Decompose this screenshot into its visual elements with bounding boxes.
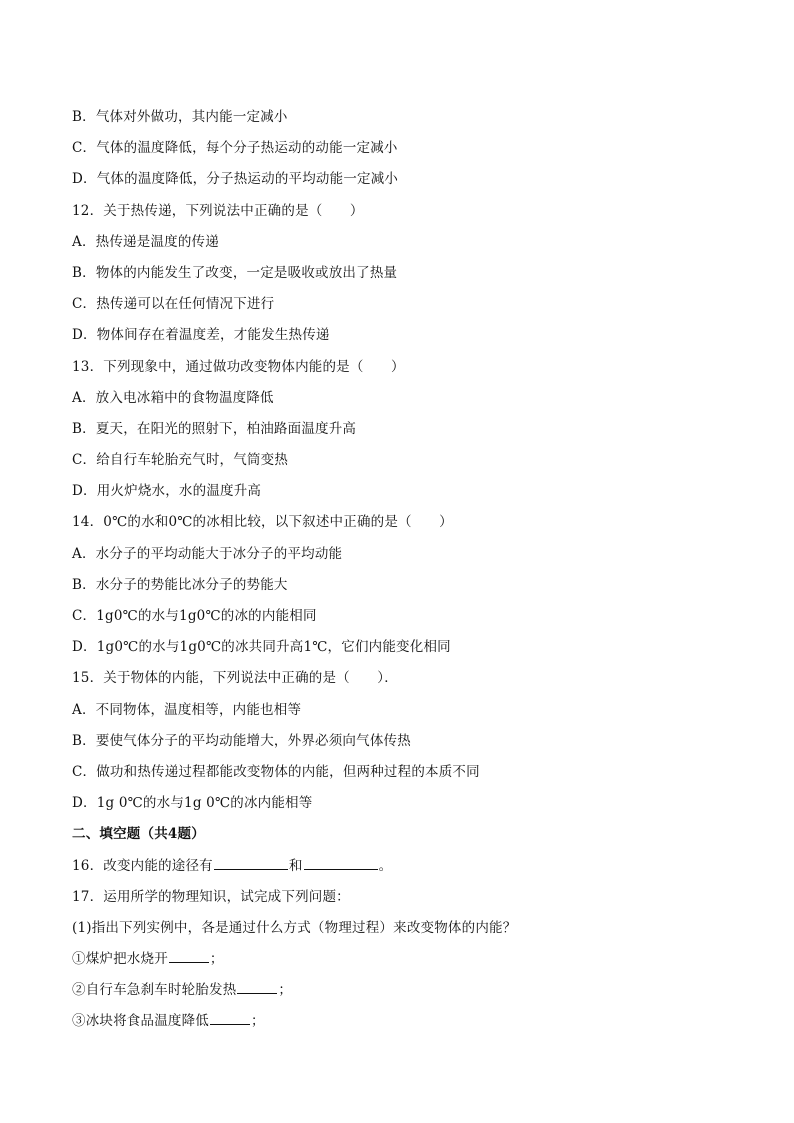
q17-stem: 17．运用所学的物理知识，试完成下列问题： [72, 888, 350, 905]
exam-page [72, 102, 732, 1038]
q16-text-2: 和 [288, 857, 303, 874]
q12-option-d: D．物体间存在着温度差，才能发生热传递 [72, 327, 330, 344]
q16-text-1: 16．改变内能的途径有 [72, 857, 213, 874]
q15-stem: 15．关于物体的内能，下列说法中正确的是（ ）． [72, 670, 398, 687]
q11-option-c: C．气体的温度降低，每个分子热运动的动能一定减小 [72, 140, 398, 157]
q17-item-2-end: ； [278, 982, 293, 999]
section-heading-fill-in: 二、填空题（共4题） [72, 826, 205, 843]
q17-item-2-text: ②自行车急刹车时轮胎发热 [72, 982, 237, 999]
q17-item-3 [72, 1006, 732, 1037]
q16-blank-1[interactable] [214, 868, 288, 870]
q15-option-c: C．做功和热传递过程都能改变物体的内能，但两种过程的本质不同 [72, 763, 480, 780]
q13-option-a: A．放入电冰箱中的食物温度降低 [72, 389, 274, 406]
q13-option-d: D．用火炉烧水，水的温度升高 [72, 483, 262, 500]
q12-stem: 12．关于热传递，下列说法中正确的是（ ） [72, 202, 364, 219]
q14-stem: 14．0℃的水和0℃的冰相比较，以下叙述中正确的是（ ） [72, 514, 453, 531]
q17-item-1-blank[interactable] [169, 961, 209, 963]
q17-item-3-blank[interactable] [210, 1023, 250, 1025]
q11-option-d: D．气体的温度降低，分子热运动的平均动能一定减小 [72, 171, 399, 188]
q14-option-c: C．1g0℃的水与1g0℃的冰的内能相同 [72, 608, 317, 624]
q17-item-2 [72, 975, 732, 1006]
q17-item-1 [72, 944, 732, 975]
q17-sub1: (1)指出下列实例中，各是通过什么方式（物理过程）来改变物体的内能？ [72, 919, 517, 936]
q17-item-3-text: ③冰块将食品温度降低 [72, 1013, 209, 1030]
q16-line [72, 851, 732, 882]
q15-option-a: A．不同物体，温度相等，内能也相等 [72, 701, 302, 718]
q14-option-d: D．1g0℃的水与1g0℃的冰共同升高1℃，它们内能变化相同 [72, 639, 451, 656]
q17-item-1-end: ； [209, 951, 224, 968]
q12-option-b: B．物体的内能发生了改变，一定是吸收或放出了热量 [72, 264, 398, 281]
q11-option-b: B．气体对外做功，其内能一定减小 [72, 109, 288, 125]
q17-item-2-blank[interactable] [237, 992, 277, 994]
q13-stem: 13．下列现象中，通过做功改变物体内能的是（ ） [72, 358, 405, 375]
q17-item-1-text: ①煤炉把水烧开 [72, 951, 168, 968]
q14-option-a: A．水分子的平均动能大于冰分子的平均动能 [72, 545, 343, 562]
q12-option-c: C．热传递可以在任何情况下进行 [72, 296, 275, 313]
q15-option-d: D．1g 0℃的水与1g 0℃的冰内能相等 [72, 795, 313, 812]
q13-option-b: B．夏天，在阳光的照射下，柏油路面温度升高 [72, 420, 357, 437]
q17-item-3-end: ； [251, 1013, 265, 1030]
q14-option-b: B．水分子的势能比冰分子的势能大 [72, 576, 288, 593]
q13-option-c: C．给自行车轮胎充气时，气筒变热 [72, 452, 289, 469]
q16-blank-2[interactable] [304, 868, 378, 870]
q12-option-a: A．热传递是温度的传递 [72, 233, 219, 250]
q16-text-3: 。 [378, 857, 393, 874]
q15-option-b: B．要使气体分子的平均动能增大，外界必须向气体传热 [72, 732, 411, 749]
